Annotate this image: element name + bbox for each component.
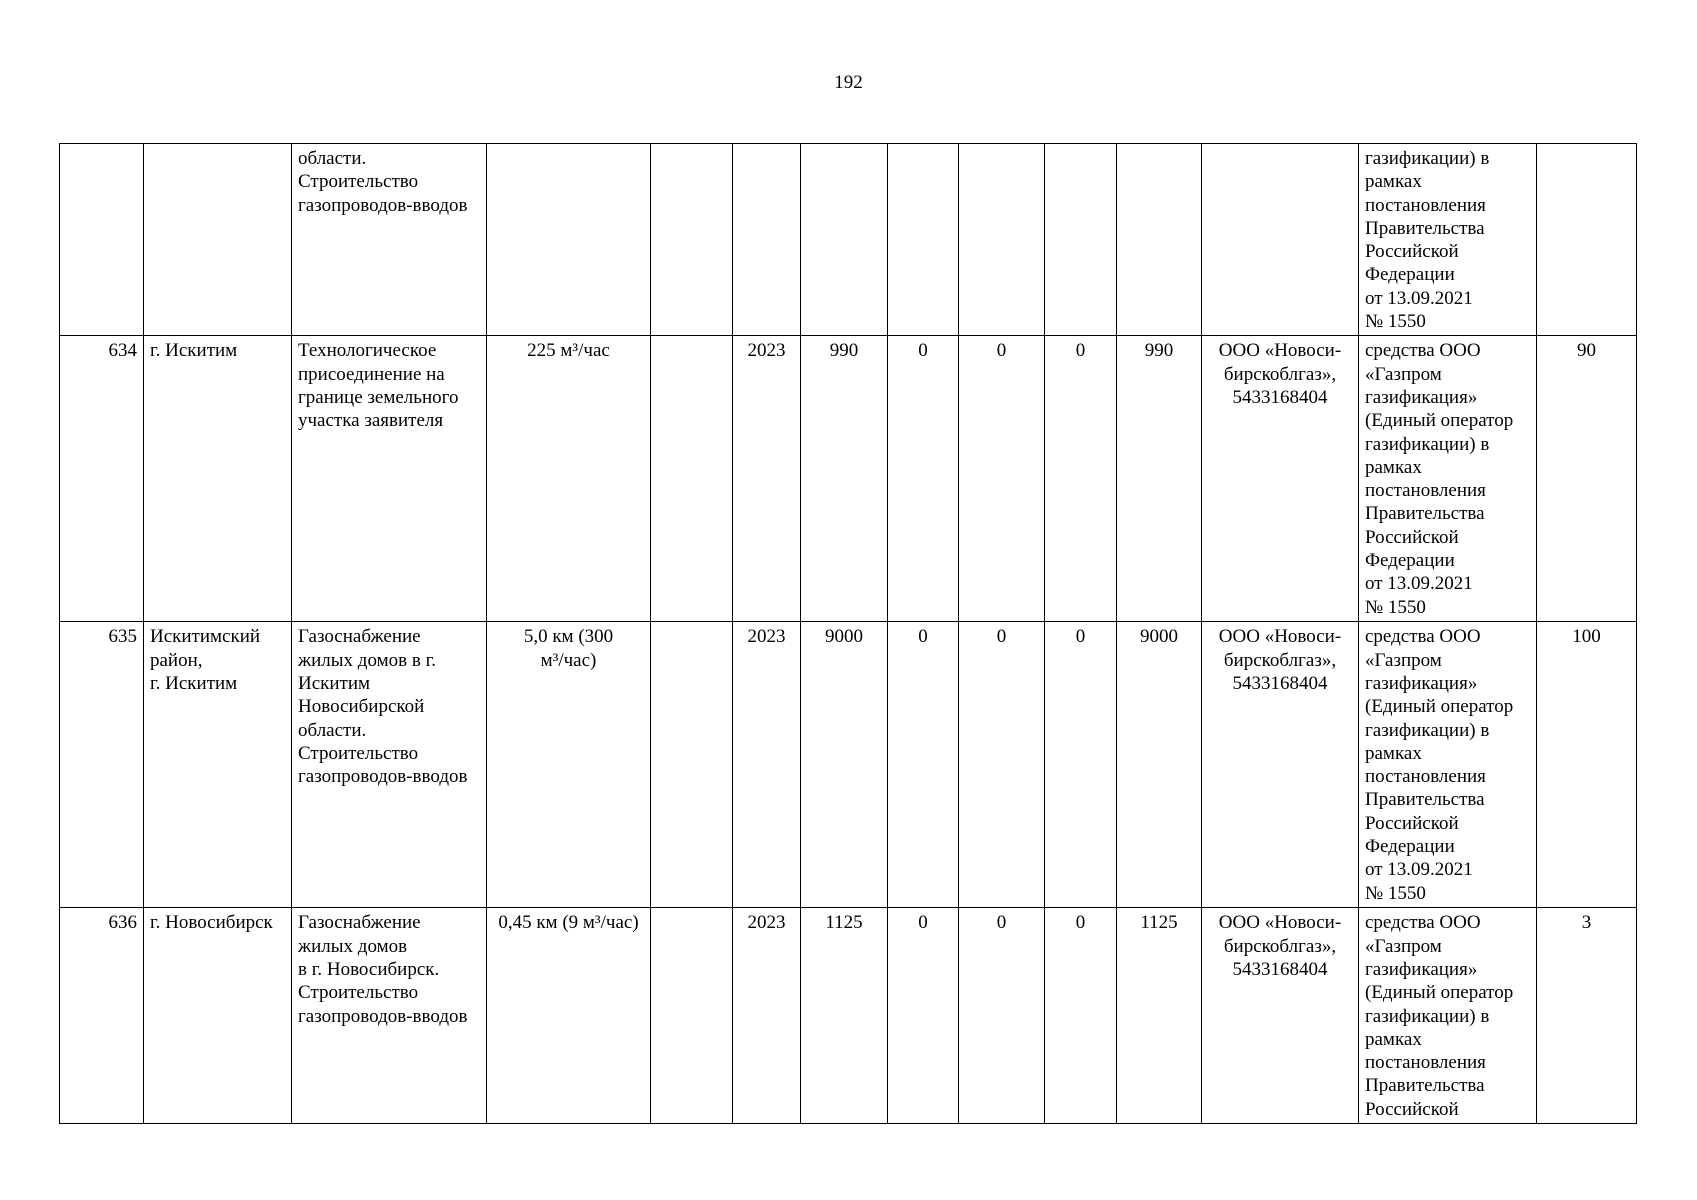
value-cell-1: 0 [888,908,959,1124]
cell-line: присоединение на [298,363,445,385]
year-cell: 2023 [733,908,801,1124]
organization-cell [1202,622,1359,908]
row-number [60,144,144,336]
value-cell-1: 0 [888,622,959,908]
cell-line: постановления [1365,766,1486,788]
cell-line: постановления [1365,480,1486,502]
cell-line: газопроводов-вводов [298,1005,468,1027]
cell-line: Строительство [298,171,419,193]
page-number: 192 [834,72,863,93]
description-cell [292,144,487,336]
cell-line: рамках [1365,1028,1422,1050]
cell-line: № 1550 [1365,882,1426,904]
place-cell [144,144,292,336]
cell-line: от 13.09.2021 [1365,573,1473,595]
cell-line: Российской [1365,812,1459,834]
cell-line: газификации) в [1365,148,1490,169]
capacity-cell [487,144,651,336]
value-cell-2 [959,144,1045,336]
value-cell-4: 990 [1117,336,1202,622]
register-table [59,143,1637,1124]
value-cell-1: 0 [888,336,959,622]
description-cell [292,622,487,908]
cell-line: средства ООО [1365,912,1481,934]
cell-line: Правительства [1365,217,1485,239]
description-cell [292,336,487,622]
last-value-cell: 100 [1537,622,1637,908]
cell-line: 5433168404 [1232,672,1328,694]
cell-line: 5,0 км (300 [523,626,614,648]
value-cell-2: 0 [959,908,1045,1124]
funding-source-cell [1359,336,1537,622]
cell-line: средства ООО [1365,340,1481,362]
cell-line: 225 м³/час [527,340,610,362]
cell-line: газификация» [1365,672,1478,694]
cell-line: жилых домов в г. [298,649,436,671]
cell-line: области. [298,148,367,169]
cell-line: (Единый оператор [1365,982,1514,1004]
empty-cell [651,144,733,336]
value-cell-4: 1125 [1117,908,1202,1124]
cell-line: ООО «Новоси- [1218,626,1342,648]
cell-line: границе земельного [298,386,459,408]
cell-line: средства ООО [1365,626,1481,648]
cell-line: № 1550 [1365,596,1426,618]
cell-line: Строительство [298,742,419,764]
cell-line: г. Искитим [150,340,238,362]
cell-line: Российской [1365,1098,1459,1120]
cell-line: Правительства [1365,1075,1485,1097]
value-cell-4 [1117,144,1202,336]
cell-line: газификации) в [1365,433,1490,455]
funding-source-cell [1359,622,1537,908]
cell-line: газификации) в [1365,1005,1490,1027]
last-value-cell: 90 [1537,336,1637,622]
description-cell [292,908,487,1124]
value-cell-3: 0 [1045,908,1117,1124]
empty-cell [651,336,733,622]
cell-line: постановления [1365,1052,1486,1074]
cell-line: Российской [1365,241,1459,263]
total-cell: 1125 [801,908,888,1124]
cell-line: Газоснабжение [298,912,421,934]
organization-cell [1202,336,1359,622]
table-row [60,908,1637,1124]
total-cell: 990 [801,336,888,622]
organization-cell [1202,908,1359,1124]
total-cell: 9000 [801,622,888,908]
cell-line: рамках [1365,171,1422,193]
year-cell: 2023 [733,622,801,908]
value-cell-2: 0 [959,622,1045,908]
cell-line: Правительства [1365,503,1485,525]
cell-line: Российской [1365,526,1459,548]
row-number: 635 [60,622,144,908]
value-cell-3: 0 [1045,336,1117,622]
cell-line: области. [298,719,367,741]
cell-line: м³/час) [540,649,597,671]
capacity-cell [487,336,651,622]
cell-line: (Единый оператор [1365,696,1514,718]
cell-line: № 1550 [1365,311,1426,333]
cell-line: Правительства [1365,789,1485,811]
funding-source-cell [1359,908,1537,1124]
table-row [60,336,1637,622]
cell-line: бирскоблгаз», [1223,363,1337,385]
cell-line: в г. Новосибирск. [298,958,440,980]
year-cell [733,144,801,336]
funding-source-cell [1359,144,1537,336]
cell-line: газопроводов-вводов [298,194,468,216]
place-cell [144,336,292,622]
cell-line: ООО «Новоси- [1218,340,1342,362]
cell-line: жилых домов [298,935,408,957]
total-cell [801,144,888,336]
row-number: 634 [60,336,144,622]
table-row [60,144,1637,336]
cell-line: «Газпром [1365,935,1442,957]
cell-line: 0,45 км (9 м³/час) [498,912,639,934]
organization-cell [1202,144,1359,336]
cell-line: ООО «Новоси- [1218,912,1342,934]
empty-cell [651,622,733,908]
empty-cell [651,908,733,1124]
cell-line: г. Искитим [150,672,238,694]
last-value-cell: 3 [1537,908,1637,1124]
cell-line: участка заявителя [298,410,444,432]
cell-line: Федерации [1365,264,1455,286]
cell-line: рамках [1365,456,1422,478]
cell-line: газификация» [1365,386,1478,408]
cell-line: бирскоблгаз», [1223,649,1337,671]
cell-line: от 13.09.2021 [1365,287,1473,309]
capacity-cell [487,622,651,908]
cell-line: газификация» [1365,958,1478,980]
place-cell [144,622,292,908]
cell-line: рамках [1365,742,1422,764]
cell-line: «Газпром [1365,649,1442,671]
cell-line: Технологическое [298,340,437,362]
cell-line: Искитим [298,672,371,694]
year-cell: 2023 [733,336,801,622]
cell-line: постановления [1365,194,1486,216]
cell-line: Федерации [1365,836,1455,858]
cell-line: 5433168404 [1232,958,1328,980]
cell-line: Строительство [298,982,419,1004]
table-row [60,622,1637,908]
cell-line: Искитимский [150,626,261,648]
cell-line: 5433168404 [1232,386,1328,408]
cell-line: бирскоблгаз», [1223,935,1337,957]
cell-line: Газоснабжение [298,626,421,648]
value-cell-4: 9000 [1117,622,1202,908]
cell-line: «Газпром [1365,363,1442,385]
value-cell-3: 0 [1045,622,1117,908]
cell-line: (Единый оператор [1365,410,1514,432]
last-value-cell [1537,144,1637,336]
cell-line: г. Новосибирск [150,912,273,934]
capacity-cell [487,908,651,1124]
cell-line: газопроводов-вводов [298,766,468,788]
cell-line: от 13.09.2021 [1365,859,1473,881]
cell-line: Новосибирской [298,696,425,718]
cell-line: Федерации [1365,550,1455,572]
cell-line: район, [150,649,203,671]
row-number: 636 [60,908,144,1124]
cell-line: газификации) в [1365,719,1490,741]
place-cell [144,908,292,1124]
value-cell-1 [888,144,959,336]
value-cell-3 [1045,144,1117,336]
value-cell-2: 0 [959,336,1045,622]
